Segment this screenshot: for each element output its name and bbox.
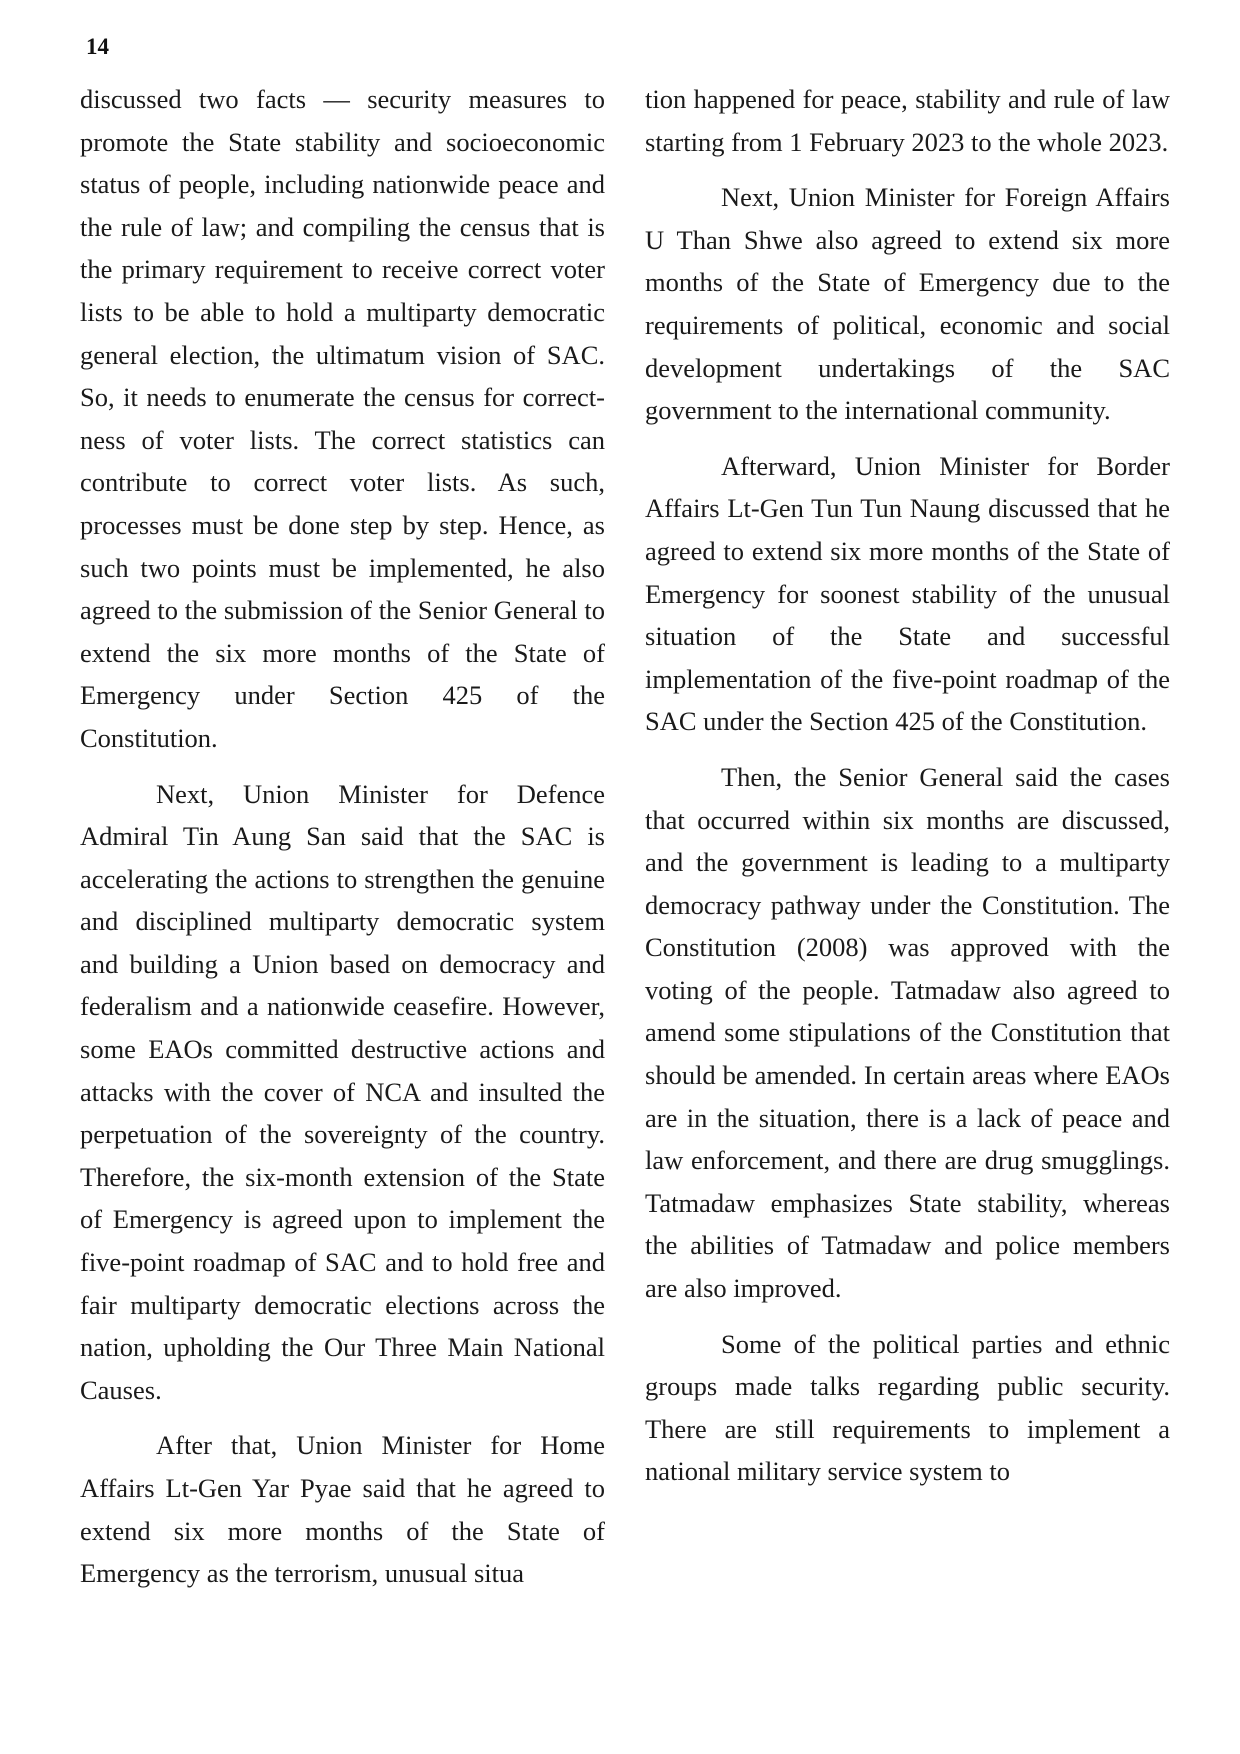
paragraph: Then, the Senior General said the cases that occurred within six months are discussed, and the government is leading to a multiparty democracy pathway under the Constitution. The Constitution (2008) was approved with the voting of the people. Tatmadaw also agreed to amend some stipulations of the Constitution that should be amended. In certain areas where EAOs are in the situation, there is a lack of peace and law enforcement, and there are drug smugglings. Tatmadaw emphasizes State stability, whereas the abilities of Tatmadaw and police members are also improved. xyxy=(645,761,1170,1304)
paragraph: Some of the political parties and ethnic groups made talks regarding public security. There are still requirements to implement a national military service system to xyxy=(645,1328,1170,1487)
left-column xyxy=(80,78,605,1608)
right-column xyxy=(645,78,1170,1506)
paragraph: Next, Union Minister for Foreign Affairs U Than Shwe also agreed to extend six more months of the State of Emergency due to the requirements of political, economic and social development undertakings of the SAC government to the international community. xyxy=(645,182,1170,426)
paragraph: After that, Union Minister for Home Affairs Lt-Gen Yar Pyae said that he agreed to extend six more months of the State of Emergency as the terrorism, unusual situa xyxy=(80,1430,605,1589)
paragraph: Next, Union Minister for Defence Admiral Tin Aung San said that the SAC is accelerating the actions to strengthen the genuine and disciplined multiparty democratic system and building a Union based on democracy and federalism and a nationwide ceasefire. However, some EAOs committed destructive actions and attacks with the cover of NCA and insulted the perpetuation of the sovereignty of the country. Therefore, the six-month extension of the State of Emergency is agreed upon to implement the five-point roadmap of SAC and to hold free and fair multiparty democratic elections across the nation, upholding the Our Three Main National Causes. xyxy=(80,778,605,1405)
paragraph: Afterward, Union Minister for Border Affairs Lt-Gen Tun Tun Naung discussed that he agreed to extend six more months of the State of Emergency for soonest stability of the unusual situation of the State and successful implementation of the five-point roadmap of the SAC under the Section 425 of the Constitution. xyxy=(645,450,1170,737)
paragraph: tion happened for peace, stability and rule of law starting from 1 February 2023 to the whole 2023. xyxy=(645,84,1170,157)
paragraph: discussed two facts — security measures to promote the State stability and socioeconomic status of people, including nationwide peace and the rule of law; and compiling the census that is the primary requirement to receive correct voter lists to be able to hold a multiparty democratic general election, the ultimatum vision of SAC. So, it needs to enumerate the census for correctness of voter lists. The correct statistics can contribute to correct voter lists. As such, processes must be done step by step. Hence, as such two points must be implemented, he also agreed to the submission of the Senior General to extend the six more months of the State of Emergency under Section 425 of the Constitution. xyxy=(80,84,605,753)
page-number: 14 xyxy=(86,34,109,59)
